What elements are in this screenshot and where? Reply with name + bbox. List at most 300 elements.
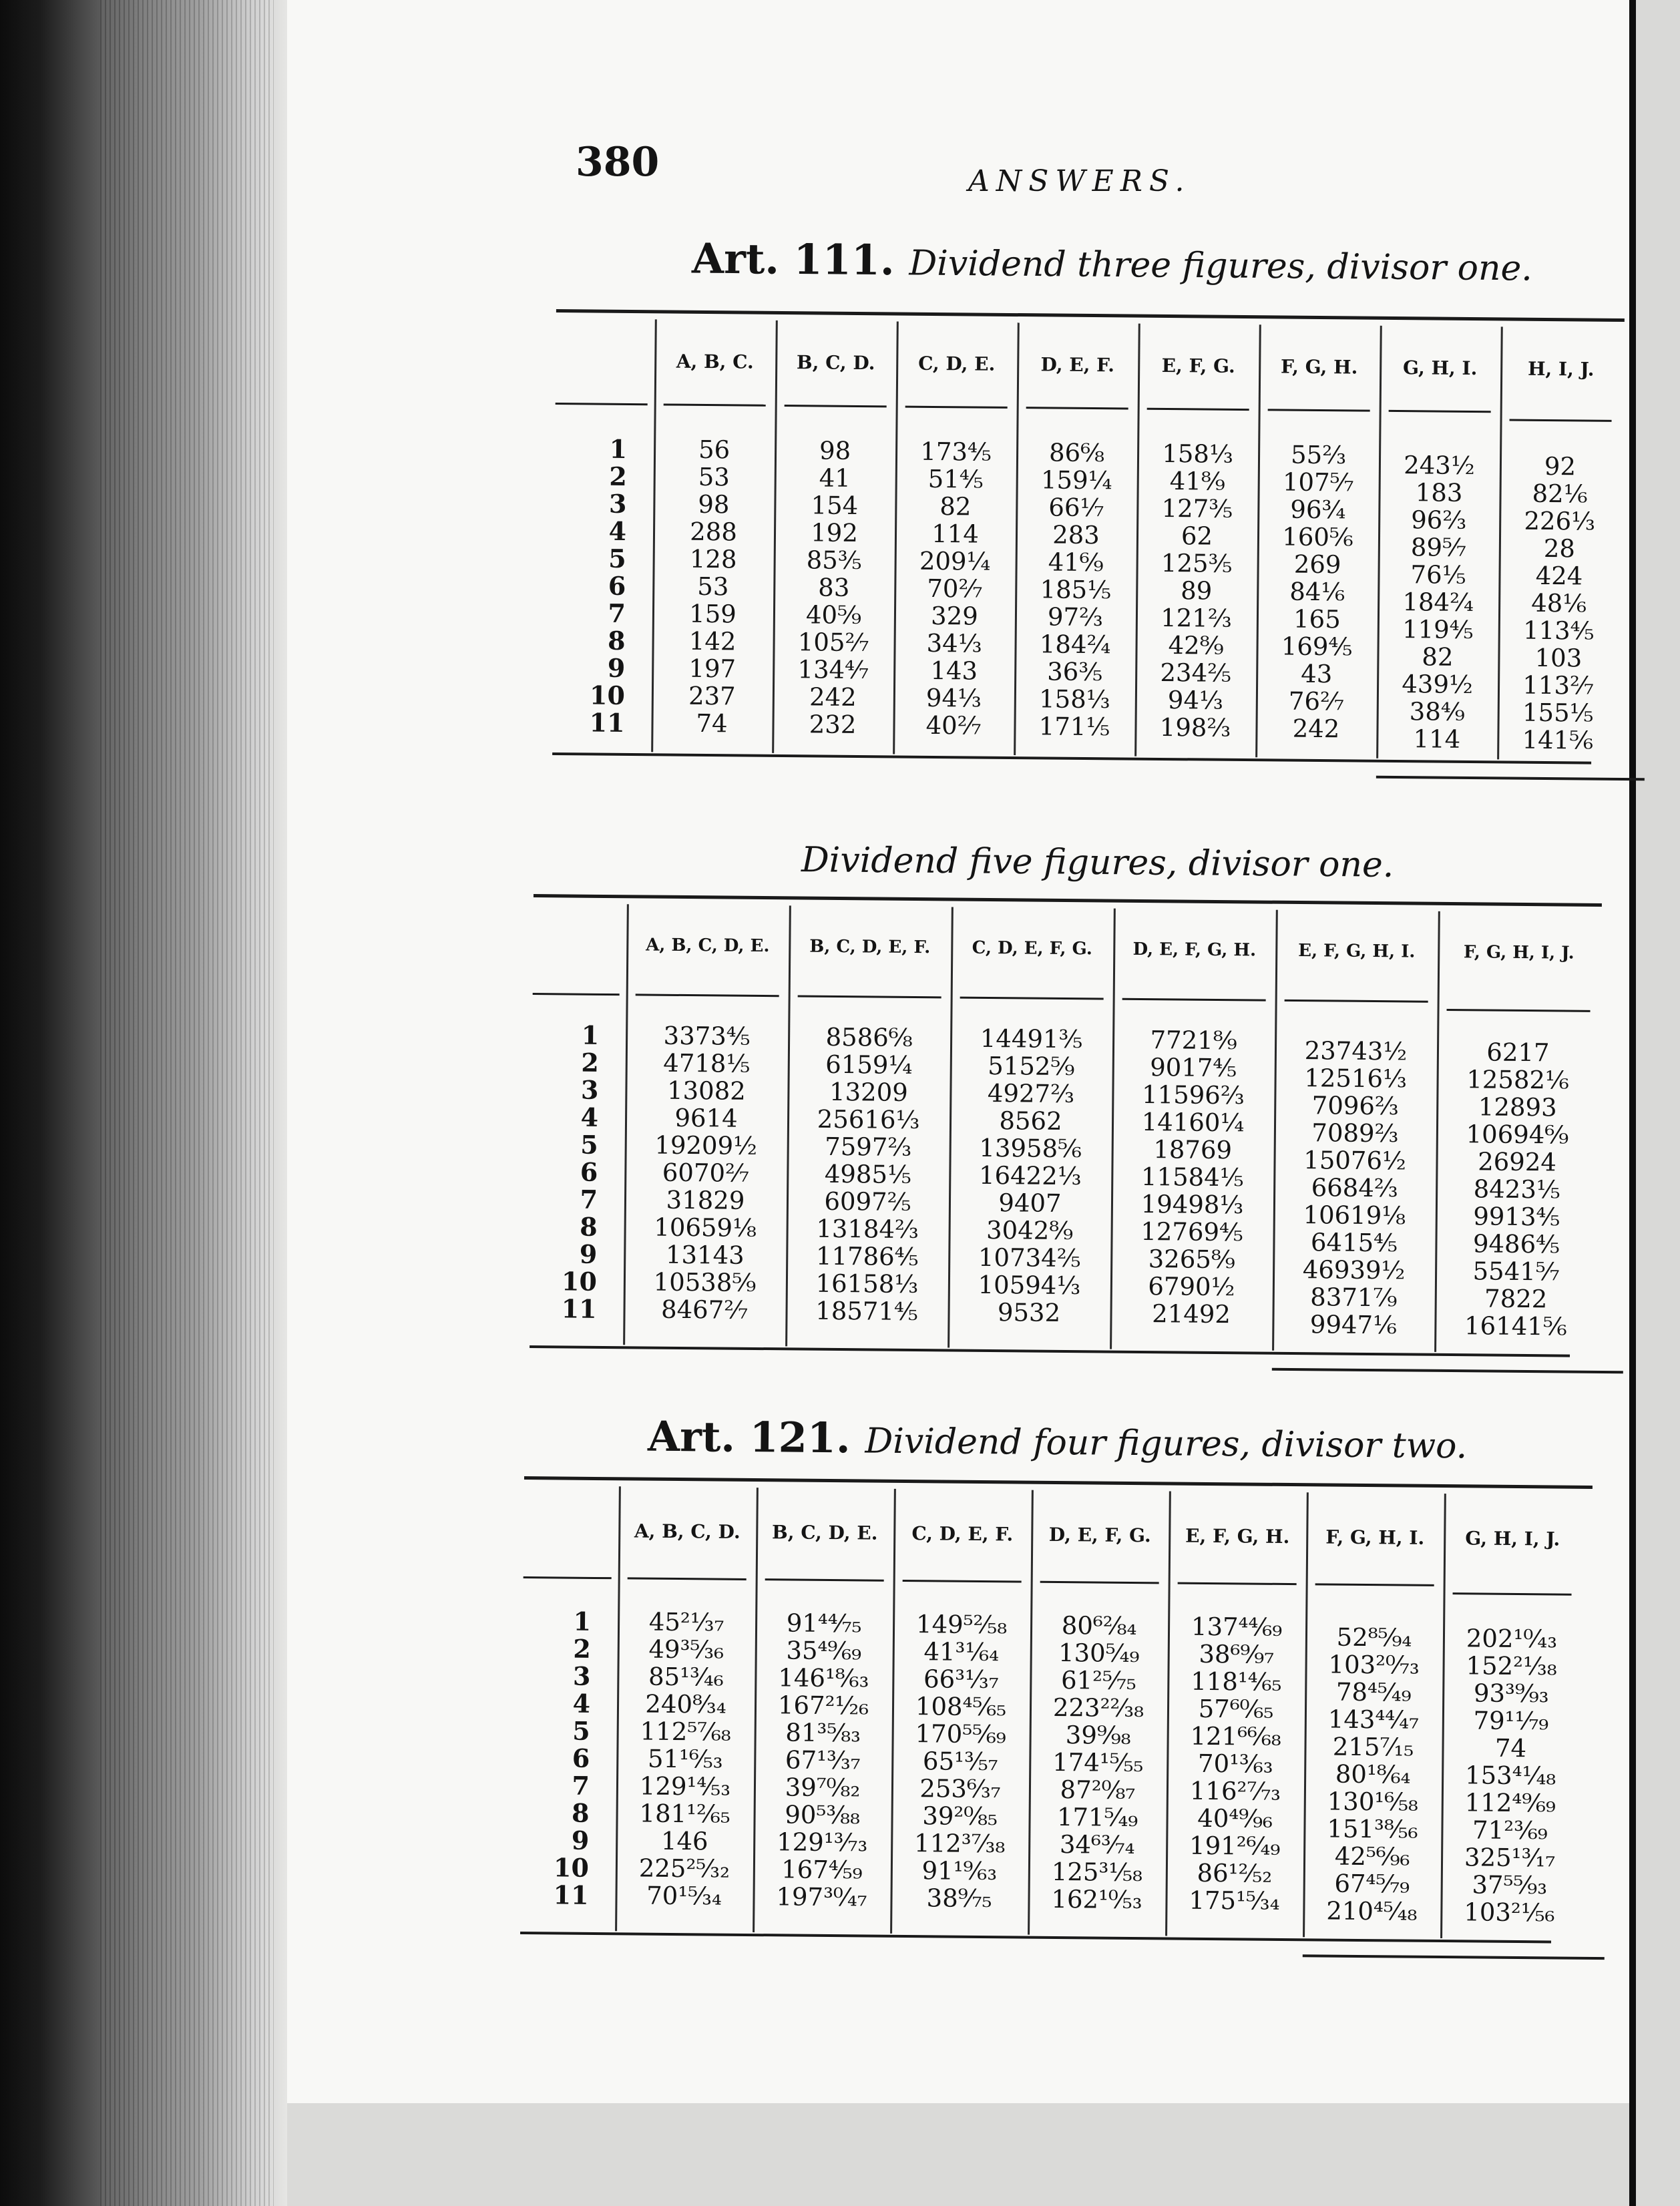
column-header: D, E, F.	[1040, 353, 1115, 377]
answer-cell: 26924	[1478, 1147, 1557, 1177]
page-number: 380	[576, 139, 660, 186]
answer-cell: 128	[689, 544, 737, 574]
row-number: 4	[572, 1688, 591, 1719]
answer-cell: 53	[698, 462, 730, 492]
column-header: C, D, E.	[918, 352, 996, 375]
row-number: 11	[561, 1293, 597, 1324]
answer-cell: 18571⅘	[815, 1296, 919, 1327]
row-number: 5	[580, 1129, 598, 1160]
answer-cell: 151³⁸⁄₅₆	[1327, 1814, 1418, 1844]
answer-cell: 160⅚	[1282, 522, 1353, 552]
answer-cell: 288	[690, 517, 738, 547]
answer-cell: 11596⅔	[1141, 1080, 1245, 1110]
answer-cell: 223²²⁄₃₈	[1052, 1693, 1144, 1723]
answer-cell: 116²⁷⁄₇₃	[1189, 1776, 1281, 1806]
answer-cell: 52⁸⁵⁄₉₄	[1336, 1622, 1412, 1652]
answer-cell: 210⁴⁵⁄₄₈	[1326, 1896, 1418, 1926]
answer-cell: 7822	[1484, 1284, 1548, 1314]
answer-cell: 15076½	[1303, 1146, 1407, 1176]
row-number: 2	[581, 1047, 599, 1078]
answer-cell: 83	[818, 573, 850, 602]
header-rule	[1268, 409, 1370, 411]
answer-column	[1376, 451, 1500, 754]
answer-cell: 118¹⁴⁄₆₅	[1191, 1667, 1282, 1697]
answer-cell: 94⅓	[1167, 686, 1224, 715]
answer-cell: 114	[1413, 724, 1461, 754]
column-header: A, B, C, D, E.	[646, 935, 770, 957]
answer-cell: 43	[1300, 659, 1333, 689]
answer-cell: 169⅘	[1281, 632, 1353, 662]
row-number: 2	[573, 1633, 591, 1664]
answer-cell: 283	[1052, 520, 1100, 550]
answer-cell: 8562	[999, 1106, 1062, 1136]
answer-cell: 71²³⁄₆₉	[1472, 1815, 1548, 1845]
running-head: ANSWERS.	[968, 164, 1191, 198]
answer-cell: 10538⁵⁄₉	[653, 1267, 757, 1297]
answer-cell: 3373⅘	[663, 1021, 751, 1051]
bottom-page-edge	[287, 2103, 1629, 2206]
answer-cell: 67¹³⁄₃₇	[785, 1745, 861, 1775]
answer-cell: 8586⁶⁄₈	[825, 1022, 913, 1052]
header-rule	[1147, 408, 1249, 411]
answer-cell: 162¹⁰⁄₅₃	[1051, 1884, 1142, 1915]
answer-cell: 90⁵³⁄₈₈	[785, 1800, 861, 1830]
answer-cell: 13143	[665, 1240, 745, 1270]
answer-cell: 78⁴⁵⁄₄₉	[1335, 1677, 1412, 1707]
answer-column	[1272, 1037, 1437, 1339]
row-number: 7	[608, 598, 626, 628]
table-2-heading	[801, 840, 1394, 885]
answer-cell: 42⁵⁶⁄₉₆	[1334, 1841, 1410, 1871]
answer-cell: 103²¹⁄₅₆	[1464, 1898, 1555, 1928]
answer-cell: 159¼	[1040, 465, 1112, 495]
answer-column	[890, 1610, 1030, 1913]
answer-cell: 181¹²⁄₆₅	[639, 1799, 730, 1829]
answer-cell: 39⁷⁰⁄₈₂	[785, 1773, 861, 1803]
answer-column	[772, 437, 895, 739]
column-header: F, G, H, I.	[1325, 1526, 1425, 1549]
answer-cell: 11786⅘	[815, 1241, 919, 1272]
row-number: 8	[607, 625, 626, 656]
row-number: 5	[608, 543, 626, 574]
answer-column	[1440, 1624, 1581, 1927]
header-rule	[1447, 1009, 1591, 1012]
answer-cell: 13958⅚	[979, 1133, 1082, 1164]
header-rule	[960, 997, 1104, 1000]
answer-cell: 41	[819, 463, 851, 493]
answer-cell: 243½	[1404, 451, 1475, 481]
answer-cell: 167⁴⁄₅₉	[781, 1855, 863, 1885]
answer-cell: 66³¹⁄₃₇	[923, 1665, 999, 1695]
answer-cell: 80¹⁸⁄₆₄	[1335, 1759, 1411, 1789]
answer-cell: 171⁵⁄₄₉	[1056, 1803, 1138, 1833]
answer-cell: 129¹⁴⁄₅₃	[639, 1771, 731, 1801]
answer-cell: 94⅓	[925, 683, 982, 713]
answer-cell: 6684⅔	[1311, 1173, 1398, 1203]
answer-cell: 173⅘	[920, 437, 992, 467]
answer-cell: 152²¹⁄₃₈	[1466, 1651, 1557, 1681]
header-rule	[1026, 407, 1128, 409]
answer-cell: 9913⅘	[1473, 1202, 1560, 1232]
column-header: E, F, G.	[1161, 354, 1235, 377]
answer-cell: 149⁵²⁄₅₈	[915, 1610, 1008, 1640]
answer-cell: 121⁶⁶⁄₆₈	[1190, 1721, 1281, 1751]
answer-cell: 16422⅓	[978, 1160, 1082, 1191]
answer-cell: 165	[1293, 604, 1341, 634]
answer-cell: 226⅓	[1524, 506, 1596, 536]
answer-cell: 143⁴⁴⁄₄₇	[1327, 1705, 1420, 1735]
answer-cell: 93³⁹⁄₉₃	[1473, 1679, 1549, 1709]
column-header: A, B, C.	[676, 350, 754, 373]
answer-cell: 31829	[666, 1185, 745, 1215]
answer-cell: 198⅔	[1159, 712, 1231, 742]
column-header: D, E, F, G, H.	[1132, 939, 1257, 961]
table-title: Dividend four figures, divisor two.	[865, 1421, 1468, 1467]
answer-cell: 174¹⁵⁄₅₅	[1052, 1747, 1144, 1778]
header-rule	[556, 403, 648, 405]
row-number: 4	[580, 1102, 599, 1132]
table-title: Dividend five figures, divisor one.	[801, 840, 1394, 885]
answer-cell: 202¹⁰⁄₄₃	[1466, 1624, 1558, 1654]
answer-cell: 4718⅕	[663, 1048, 751, 1078]
answer-cell: 16141⅚	[1464, 1311, 1567, 1341]
header-rule	[1285, 1000, 1428, 1003]
column-header: C, D, E, F, G.	[972, 937, 1093, 959]
column-header: C, D, E, F.	[911, 1522, 1014, 1546]
answer-cell: 79¹¹⁄₇₉	[1473, 1706, 1549, 1736]
answer-cell: 103	[1534, 643, 1583, 673]
row-number: 10	[553, 1852, 590, 1883]
header-rule	[1178, 1582, 1297, 1586]
answer-cell: 34⅓	[926, 628, 982, 658]
answer-cell: 12769⅘	[1140, 1217, 1244, 1247]
answer-cell: 325¹³⁄₁₇	[1464, 1843, 1556, 1873]
answer-cell: 185⅕	[1040, 575, 1112, 605]
answer-cell: 191²⁶⁄₄₉	[1189, 1831, 1281, 1861]
column-header: B, C, D, E.	[771, 1521, 878, 1544]
answer-cell: 269	[1293, 549, 1341, 580]
answer-cell: 127⅗	[1161, 493, 1233, 523]
row-number: 3	[608, 488, 627, 519]
answer-cell: 242	[1292, 714, 1340, 744]
row-number: 9	[579, 1239, 598, 1269]
answer-cell: 114	[931, 519, 980, 549]
answer-cell: 98	[698, 489, 730, 519]
answer-cell: 13082	[666, 1076, 746, 1106]
answer-cell: 6097⅖	[824, 1186, 911, 1217]
answer-cell: 76⅕	[1410, 560, 1466, 590]
answer-column	[1014, 439, 1137, 741]
answers-table-art-111	[552, 309, 1625, 764]
row-number: 6	[580, 1156, 598, 1187]
answer-cell: 13184⅔	[816, 1214, 919, 1245]
row-number: 5	[572, 1715, 590, 1746]
answer-cell: 53	[697, 572, 729, 602]
answer-cell: 56	[698, 435, 730, 465]
row-number: 1	[581, 1020, 600, 1050]
answer-cell: 16158⅓	[815, 1269, 919, 1299]
answer-cell: 197	[688, 654, 737, 684]
row-number: 9	[571, 1825, 590, 1855]
answer-cell: 8467²⁄₇	[660, 1295, 749, 1325]
answer-cell: 80⁶²⁄₈₄	[1061, 1611, 1137, 1641]
row-number: 2	[609, 461, 627, 491]
header-rule	[905, 406, 1008, 409]
answer-cell: 38⁶⁹⁄₉₇	[1199, 1639, 1275, 1669]
answer-cell: 125³¹⁄₅₈	[1051, 1857, 1143, 1888]
table-1-heading	[692, 234, 1532, 290]
answer-cell: 105²⁄₇	[797, 628, 869, 658]
answer-cell: 41³¹⁄₆₄	[923, 1637, 1000, 1667]
answer-cell: 130⁵⁄₄₉	[1058, 1638, 1140, 1669]
answer-cell: 158⅓	[1038, 684, 1110, 714]
row-number: 1	[609, 433, 628, 464]
answer-column	[623, 1022, 788, 1324]
answer-cell: 82	[939, 492, 972, 521]
answer-cell: 85⅗	[806, 545, 862, 576]
answer-cell: 8371⁷⁄₉	[1310, 1283, 1398, 1313]
answer-column	[1165, 1612, 1305, 1915]
column-header: B, C, D.	[796, 351, 875, 375]
answer-column	[1434, 1038, 1599, 1341]
answer-cell: 9532	[997, 1298, 1061, 1327]
answer-cell: 13209	[829, 1077, 908, 1107]
answer-cell: 129¹³⁄₇₃	[776, 1827, 868, 1857]
answer-column	[1497, 452, 1621, 754]
answers-table-five-figures	[530, 894, 1602, 1357]
header-rule	[903, 1580, 1022, 1583]
header-rule	[1315, 1583, 1434, 1586]
answer-cell: 41⁸⁄₉	[1169, 467, 1225, 496]
answer-cell: 10619⅛	[1303, 1200, 1406, 1231]
answer-cell: 82⅙	[1532, 479, 1588, 509]
answer-cell: 439½	[1402, 670, 1474, 700]
answer-cell: 141⅚	[1522, 725, 1594, 755]
answer-cell: 39²⁰⁄₈₅	[922, 1801, 998, 1831]
answer-column	[1303, 1623, 1443, 1926]
answer-cell: 67⁴⁵⁄₇₉	[1334, 1869, 1410, 1899]
answer-cell: 154	[811, 491, 859, 520]
answer-cell: 146	[660, 1826, 708, 1856]
answer-cell: 125⅗	[1161, 548, 1233, 578]
answer-cell: 14160¼	[1141, 1107, 1245, 1138]
answer-cell: 119⅘	[1402, 615, 1474, 645]
answer-cell: 12893	[1478, 1092, 1557, 1122]
header-rule	[628, 1577, 747, 1580]
answer-column	[753, 1609, 893, 1912]
answer-cell: 253⁶⁄₃₇	[919, 1774, 1001, 1804]
answer-cell: 215⁷⁄₁₅	[1332, 1732, 1414, 1762]
answer-cell: 5541⁵⁄₇	[1472, 1257, 1560, 1287]
header-rule	[664, 403, 766, 406]
row-number: 11	[589, 707, 625, 738]
answer-cell: 10659⅛	[654, 1212, 757, 1243]
answer-cell: 61²⁵⁄₇₅	[1060, 1666, 1136, 1696]
answer-cell: 159	[688, 599, 737, 629]
answer-cell: 3042⁸⁄₉	[986, 1215, 1074, 1246]
answer-cell: 48⅙	[1530, 588, 1587, 618]
header-rule	[765, 1578, 884, 1582]
row-number: 3	[580, 1074, 599, 1105]
row-number: 7	[572, 1770, 590, 1801]
answer-cell: 146¹⁸⁄₆₃	[778, 1663, 869, 1693]
answer-cell: 25616⅓	[817, 1104, 920, 1135]
answer-cell: 6415⅘	[1310, 1228, 1398, 1258]
answer-cell: 6070²⁄₇	[662, 1158, 750, 1188]
row-number: 6	[572, 1743, 590, 1773]
answer-cell: 19498⅓	[1140, 1189, 1244, 1220]
header-rule	[798, 995, 941, 998]
answer-column	[948, 1024, 1112, 1327]
column-header: G, H, I, J.	[1465, 1527, 1560, 1550]
answer-cell: 57⁶⁰⁄₆₅	[1198, 1694, 1274, 1724]
answer-cell: 4985⅕	[824, 1159, 912, 1189]
answer-cell: 91¹⁹⁄₆₃	[921, 1856, 998, 1886]
row-number: 11	[553, 1880, 589, 1910]
answer-cell: 91⁴⁴⁄₇₅	[786, 1608, 862, 1638]
answer-cell: 4927⅔	[987, 1078, 1075, 1109]
answer-cell: 84⅙	[1289, 577, 1345, 607]
header-rule	[1510, 419, 1612, 421]
answer-cell: 87²⁰⁄₈₇	[1060, 1775, 1136, 1805]
answer-cell: 6159¼	[825, 1050, 913, 1080]
answer-column	[1134, 440, 1258, 742]
answer-column	[1028, 1612, 1168, 1914]
answer-cell: 6217	[1486, 1038, 1550, 1068]
row-number: 10	[589, 680, 626, 710]
row-number: 1	[573, 1606, 592, 1636]
answer-cell: 10694⁶⁄₉	[1466, 1120, 1569, 1150]
answer-cell: 74	[696, 708, 728, 738]
answer-cell: 225²⁵⁄₃₂	[638, 1853, 730, 1884]
answer-cell: 137⁴⁴⁄₆₉	[1191, 1612, 1283, 1642]
answer-cell: 92	[1544, 451, 1577, 481]
answer-cell: 10594⅓	[978, 1270, 1081, 1301]
right-page-edge	[1629, 0, 1680, 2206]
answer-cell: 184²⁄₄	[1039, 630, 1111, 660]
answer-column	[893, 437, 1016, 740]
answer-cell: 74	[1494, 1733, 1527, 1763]
answer-cell: 240⁸⁄₃₄	[645, 1689, 726, 1719]
answer-cell: 7721⁸⁄₉	[1150, 1026, 1237, 1056]
answer-cell: 96⅔	[1411, 505, 1467, 535]
answer-cell: 7089⅔	[1311, 1118, 1399, 1148]
answer-cell: 40⁵⁄₉	[805, 600, 862, 630]
column-header: G, H, I.	[1402, 357, 1478, 380]
column-header: H, I, J.	[1527, 357, 1595, 381]
answer-cell: 89⁵⁄₇	[1410, 533, 1467, 562]
row-number: 9	[607, 652, 626, 683]
column-header: E, F, G, H.	[1185, 1524, 1290, 1548]
row-number: 6	[608, 570, 626, 601]
answer-cell: 34⁶³⁄₇₄	[1059, 1830, 1135, 1860]
answer-cell: 12582⅙	[1466, 1065, 1570, 1095]
answer-column	[1255, 441, 1379, 743]
answer-cell: 232	[809, 710, 857, 739]
answer-cell: 9614	[674, 1103, 738, 1133]
answer-cell: 112⁵⁷⁄₆₈	[640, 1717, 731, 1747]
answer-cell: 10734⅖	[978, 1243, 1081, 1273]
answer-cell: 170⁵⁵⁄₆₉	[915, 1719, 1006, 1749]
answer-cell: 7096⅔	[1311, 1091, 1399, 1121]
answer-cell: 97⅔	[1047, 602, 1104, 632]
answer-cell: 9947⅙	[1309, 1310, 1398, 1340]
answer-cell: 51⅘	[927, 464, 984, 494]
column-header: D, E, F, G.	[1048, 1523, 1151, 1547]
answer-cell: 96¾	[1290, 495, 1346, 525]
answer-cell: 12516⅓	[1304, 1064, 1408, 1094]
answer-cell: 183	[1415, 478, 1463, 507]
answer-cell: 55⅔	[1290, 440, 1347, 470]
header-rule	[1040, 1581, 1159, 1584]
answer-cell: 18769	[1153, 1135, 1233, 1165]
answer-cell: 38⁴⁄₉	[1409, 697, 1465, 726]
answer-cell: 134⁴⁄₇	[797, 655, 869, 685]
answer-cell: 155⅕	[1522, 698, 1594, 728]
answer-cell: 42⁸⁄₉	[1168, 631, 1224, 660]
answer-cell: 35⁴⁹⁄₆₉	[786, 1636, 862, 1666]
answer-cell: 36⅗	[1047, 657, 1103, 687]
column-header: A, B, C, D.	[634, 1520, 741, 1543]
answer-cell: 76²⁄₇	[1288, 686, 1345, 716]
answer-cell: 51¹⁶⁄₅₃	[647, 1744, 723, 1774]
answer-cell: 49³⁵⁄₃₆	[648, 1634, 724, 1665]
answer-cell: 65¹³⁄₅₇	[922, 1747, 998, 1777]
answer-cell: 86⁶⁄₈	[1048, 438, 1105, 468]
row-number: 8	[571, 1797, 590, 1828]
answer-cell: 86¹²⁄₅₂	[1197, 1858, 1273, 1888]
row-number-column	[520, 1607, 591, 1909]
art-label: Art. 111.	[691, 234, 895, 285]
answer-cell: 158⅓	[1162, 439, 1234, 469]
answer-column	[651, 435, 775, 738]
answer-cell: 98	[819, 436, 851, 465]
answer-cell: 242	[809, 682, 857, 712]
answer-column	[1110, 1026, 1275, 1329]
header-rule	[636, 994, 779, 997]
column-header: F, G, H.	[1280, 355, 1358, 379]
row-number: 7	[580, 1184, 598, 1215]
answer-cell: 81³⁵⁄₈₃	[785, 1718, 861, 1748]
answer-cell: 14491⅗	[980, 1024, 1083, 1054]
table-title: Dividend three figures, divisor one.	[909, 243, 1533, 289]
answer-cell: 82	[1422, 642, 1454, 672]
answer-cell: 6790½	[1148, 1272, 1235, 1302]
row-number: 8	[580, 1211, 598, 1242]
answer-cell: 7597⅔	[825, 1132, 912, 1162]
answer-cell: 153⁴¹⁄₄₈	[1464, 1761, 1556, 1791]
answer-cell: 167²¹⁄₂₆	[777, 1691, 869, 1721]
row-number-column	[530, 1021, 599, 1323]
answer-cell: 8423⅕	[1473, 1174, 1560, 1204]
answer-cell: 237	[688, 681, 736, 711]
answer-column	[615, 1608, 755, 1910]
answer-cell: 424	[1535, 561, 1583, 591]
header-rule	[1453, 1592, 1572, 1596]
answer-cell: 41⁶⁄₉	[1048, 547, 1104, 578]
answer-cell: 70²⁄₇	[927, 574, 983, 604]
column-header: F, G, H, I, J.	[1463, 942, 1574, 963]
answer-cell: 192	[811, 518, 859, 547]
answer-cell: 85¹³⁄₄₆	[648, 1662, 724, 1692]
header-rule	[785, 405, 887, 407]
answer-cell: 3265⁸⁄₉	[1148, 1245, 1235, 1275]
row-number: 10	[561, 1266, 598, 1297]
answer-cell: 234⅖	[1160, 658, 1232, 688]
row-number: 4	[608, 515, 627, 546]
answer-cell: 209¼	[919, 546, 991, 576]
answer-cell: 62	[1181, 521, 1213, 551]
